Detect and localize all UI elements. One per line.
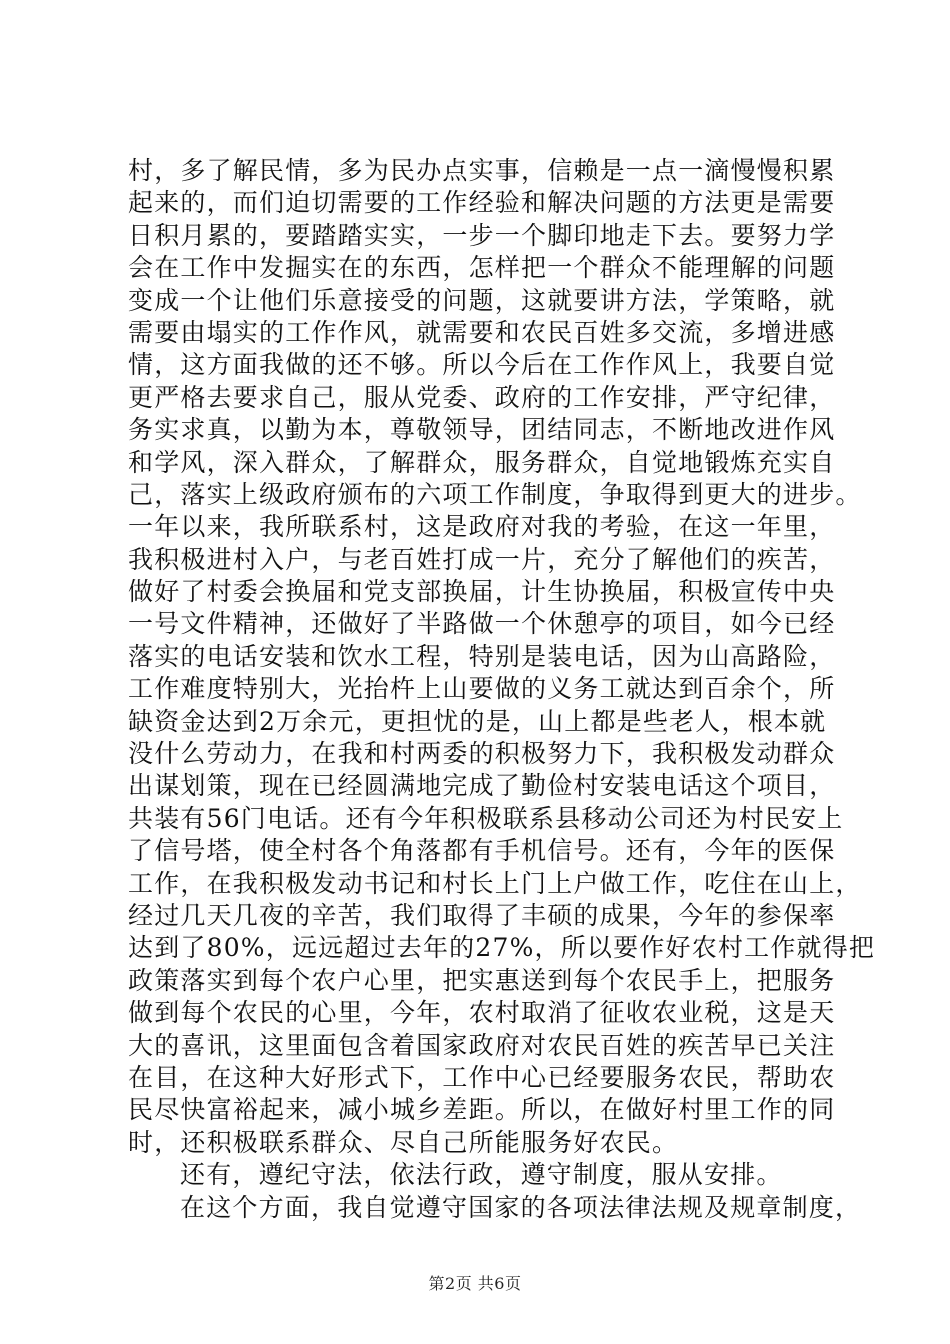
text-line: 起来的，而们迫切需要的工作经验和解决问题的方法更是需要 [128,188,836,218]
text-line: 工作，在我积极发动书记和村长上门上户做工作，吃住在山上， [128,868,862,898]
text-line: 共装有56门电话。还有今年积极联系县移动公司还为村民安上 [128,803,844,833]
text-line: 一号文件精神，还做好了半路做一个休憩亭的项目，如今已经 [128,609,836,639]
body-text [128,155,876,1224]
text-line: 己，落实上级政府颁布的六项工作制度，争取得到更大的进步。 [128,479,862,509]
text-line: 更严格去要求自己，服从党委、政府的工作安排，严守纪律， [128,382,836,412]
text-line: 缺资金达到2万余元，更担忧的是，山上都是些老人，根本就 [128,706,827,736]
text-line: 情，这方面我做的还不够。所以今后在工作作风上，我要自觉 [128,350,836,380]
text-line: 时，还积极联系群众、尽自己所能服务好农民。 [128,1127,679,1157]
text-line: 民尽快富裕起来，减小城乡差距。所以，在做好村里工作的同 [128,1095,836,1125]
text-line: 村，多了解民情，多为民办点实事，信赖是一点一滴慢慢积累 [128,156,836,185]
text-line: 我积极进村入户，与老百姓打成一片，充分了解他们的疾苦， [128,544,836,574]
text-line: 一年以来，我所联系村，这是政府对我的考验，在这一年里， [128,512,836,542]
text-line: 没什么劳动力，在我和村两委的积极努力下，我积极发动群众 [128,739,836,769]
text-line: 变成一个让他们乐意接受的问题，这就要讲方法，学策略，就 [128,285,836,315]
text-line: 在这个方面，我自觉遵守国家的各项法律法规及规章制度， [180,1192,862,1222]
text-line: 政策落实到每个农户心里，把实惠送到每个农民手上，把服务 [128,965,836,995]
text-line: 经过几天几夜的辛苦，我们取得了丰硕的成果，今年的参保率 [128,900,836,930]
text-line: 做到每个农民的心里，今年，农村取消了征收农业税，这是天 [128,998,836,1028]
text-line: 日积月累的，要踏踏实实，一步一个脚印地走下去。要努力学 [128,220,836,250]
text-line: 做好了村委会换届和党支部换届，计生协换届，积极宣传中央 [128,577,836,607]
paragraph-heading: 还有，遵纪守法，依法行政，遵守制度，服从安排。 [180,1160,783,1190]
text-line: 大的喜讯，这里面包含着国家政府对农民百姓的疾苦早已关注 [128,1030,836,1060]
text-line: 出谋划策，现在已经圆满地完成了勤俭村安装电话这个项目， [128,771,836,801]
page-number-footer: 第2页 共6页 [428,1274,522,1293]
text-line: 了信号塔，使全村各个角落都有手机信号。还有，今年的医保 [128,836,836,866]
text-line: 会在工作中发掘实在的东西，怎样把一个群众不能理解的问题 [128,253,836,283]
text-line: 在目，在这种大好形式下，工作中心已经要服务农民，帮助农 [128,1062,836,1092]
text-line: 达到了80%，远远超过去年的27%，所以要作好农村工作就得把 [128,933,876,963]
text-line: 落实的电话安装和饮水工程，特别是装电话，因为山高路险， [128,641,836,671]
text-line: 务实求真，以勤为本，尊敬领导，团结同志，不断地改进作风 [128,415,836,445]
text-line: 需要由塌实的工作作风，就需要和农民百姓多交流，多增进感 [128,317,836,347]
text-line: 和学风，深入群众，了解群众，服务群众，自觉地锻炼充实自 [128,447,836,477]
text-line: 工作难度特别大，光抬杵上山要做的义务工就达到百余个，所 [128,674,836,704]
